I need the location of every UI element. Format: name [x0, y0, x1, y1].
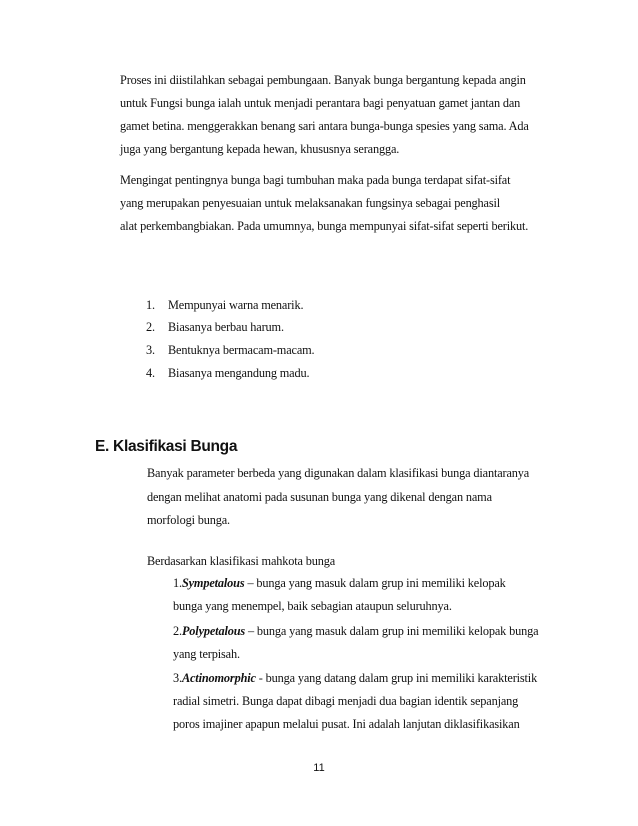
- item-description: – bunga yang masuk dalam grup ini memiliki kelopak: [244, 576, 506, 590]
- text-line: untuk Fungsi bunga ialah untuk menjadi perantara bagi penyatuan gamet jantan dan: [120, 96, 521, 110]
- item-term: Polypetalous: [181, 624, 246, 638]
- item-number: 2.: [173, 624, 182, 638]
- page-number: 11: [313, 762, 325, 774]
- list-item: [146, 320, 284, 334]
- list-number: 4.: [146, 366, 155, 380]
- list-item: [146, 298, 303, 312]
- item-first-line: [173, 624, 538, 638]
- item-first-line: [173, 671, 537, 685]
- list-text: Biasanya berbau harum.: [168, 320, 284, 334]
- list-number: 2.: [146, 320, 155, 334]
- item-number: 3.: [173, 671, 182, 685]
- item-first-line: [173, 576, 506, 590]
- item-description: – bunga yang masuk dalam grup ini memiliki kelopak bunga: [245, 624, 539, 638]
- klasifikasi-intro: Berdasarkan klasifikasi mahkota bunga: [147, 554, 336, 568]
- list-text: Biasanya mengandung madu.: [168, 366, 310, 380]
- text-line: morfologi bunga.: [147, 513, 230, 527]
- item-number: 1.: [173, 576, 182, 590]
- section-heading: E. Klasifikasi Bunga: [95, 438, 238, 455]
- text-line: bunga yang menempel, baik sebagian ataupun seluruhnya.: [173, 599, 452, 613]
- list-item: [146, 343, 314, 357]
- text-line: alat perkembangbiakan. Pada umumnya, bunga mempunyai sifat-sifat seperti berikut.: [120, 219, 529, 233]
- text-line: dengan melihat anatomi pada susunan bunga yang dikenal dengan nama: [147, 490, 492, 504]
- text-line: Proses ini diistilahkan sebagai pembungaan. Banyak bunga bergantung kepada angin: [120, 73, 526, 87]
- text-line: gamet betina. menggerakkan benang sari antara bunga-bunga spesies yang sama. Ada: [120, 119, 529, 133]
- text-line: Mengingat pentingnya bunga bagi tumbuhan maka pada bunga terdapat sifat-sifat: [120, 173, 511, 187]
- text-line: yang terpisah.: [173, 647, 240, 661]
- list-item: [146, 366, 309, 380]
- item-term: Sympetalous: [181, 576, 245, 590]
- list-number: 3.: [146, 343, 155, 357]
- list-number: 1.: [146, 298, 155, 312]
- text-line: yang merupakan penyesuaian untuk melaksanakan fungsinya sebagai penghasil: [120, 196, 501, 210]
- text-line: poros imajiner apapun melalui pusat. Ini adalah lanjutan diklasifikasikan: [173, 717, 520, 731]
- list-text: Mempunyai warna menarik.: [168, 298, 304, 312]
- item-description: - bunga yang datang dalam grup ini memiliki karakteristik: [255, 671, 538, 685]
- item-term: Actinomorphic: [181, 671, 256, 685]
- text-line: Banyak parameter berbeda yang digunakan dalam klasifikasi bunga diantaranya: [147, 466, 530, 480]
- text-line: radial simetri. Bunga dapat dibagi menjadi dua bagian identik sepanjang: [173, 694, 519, 708]
- text-line: juga yang bergantung kepada hewan, khususnya serangga.: [120, 142, 400, 156]
- list-text: Bentuknya bermacam-macam.: [168, 343, 315, 357]
